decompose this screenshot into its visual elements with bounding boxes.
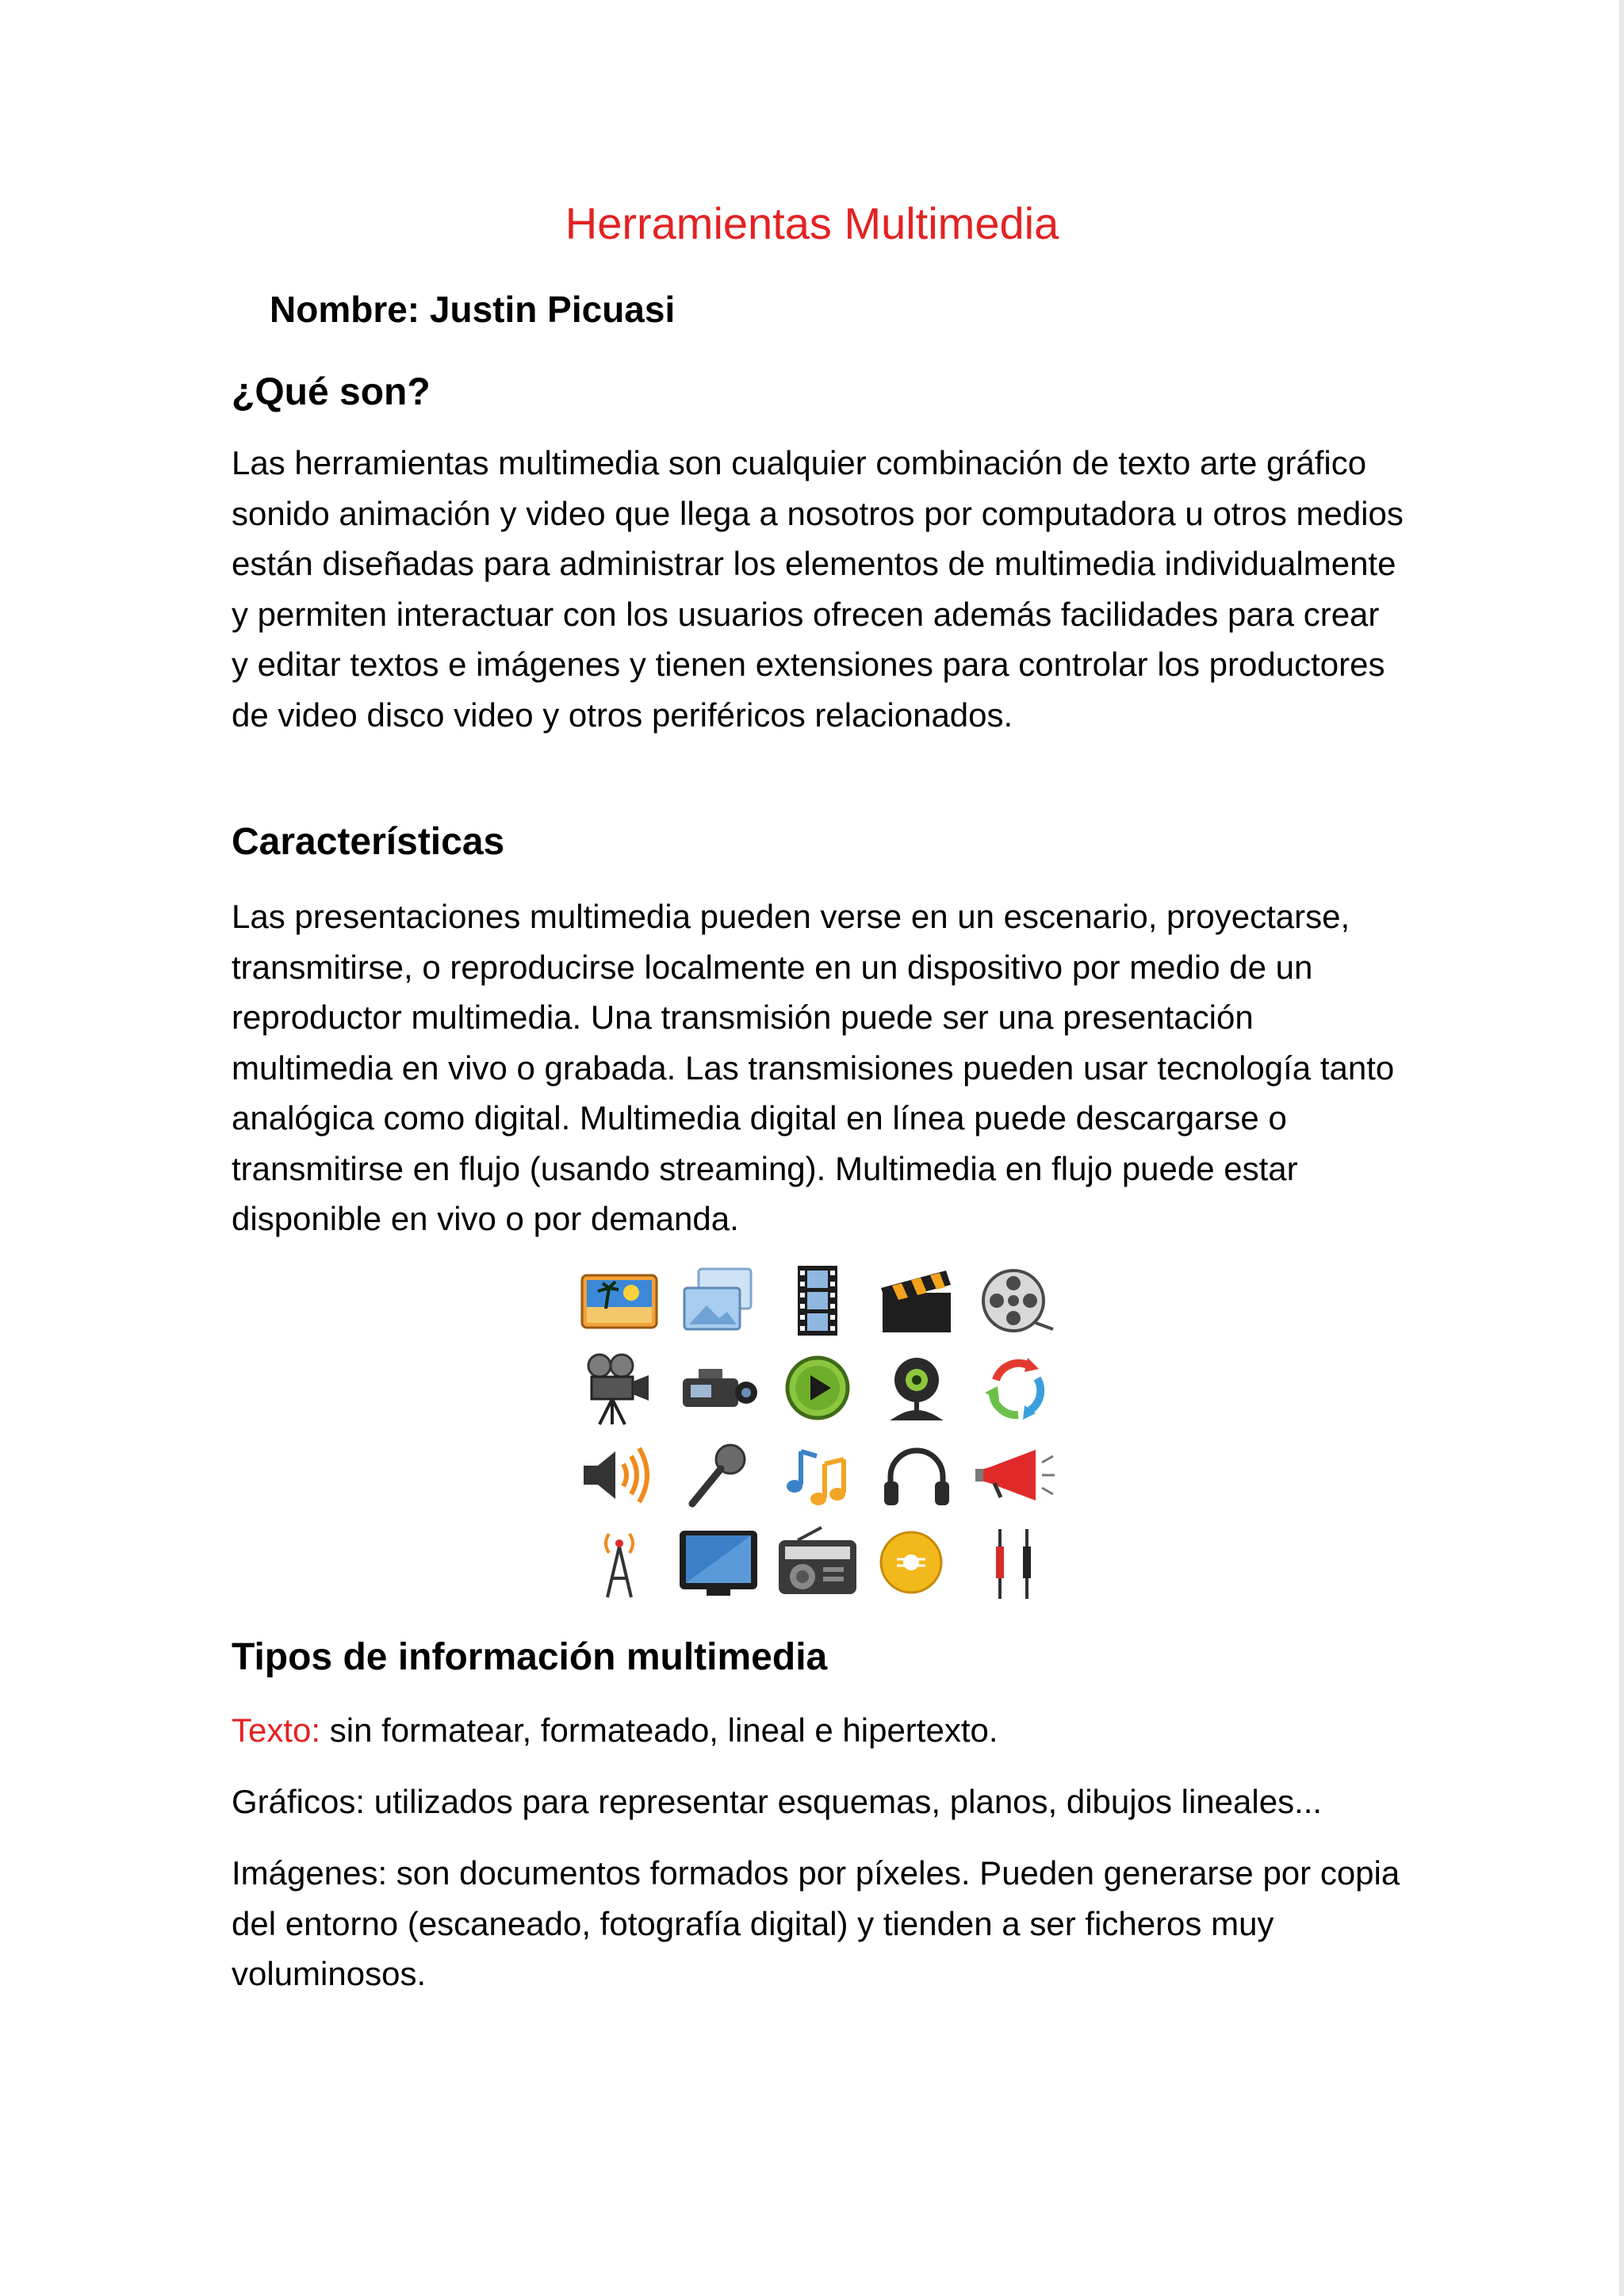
paragraph-texto: [232, 1705, 1405, 1756]
texto-value: sin formatear, formateado, lineal e hipertexto.: [320, 1711, 998, 1749]
antenna-tower-icon: [576, 1523, 663, 1602]
music-notes-icon: [774, 1435, 861, 1515]
audio-cable-icon: [972, 1523, 1059, 1602]
texto-label: Texto:: [232, 1711, 321, 1749]
page-title: Herramientas Multimedia: [565, 198, 1059, 248]
megaphone-icon: [972, 1435, 1059, 1515]
video-camera-icon: [675, 1348, 762, 1428]
film-strip-icon: [774, 1261, 861, 1340]
microphone-icon: [675, 1435, 762, 1515]
paragraph-imagenes: Imágenes: son documentos formados por píxeles. Pueden generarse por copia del entorno (escaneado, fotografía digital) y tienden a ser ficheros muy voluminosos.: [232, 1854, 1400, 1992]
paragraph-caracteristicas: Las presentaciones multimedia pueden verse en un escenario, proyectarse, transmitirse, o reproducirse localmente en un dispositivo por medio de un reproductor multimedia. Una transmisión puede ser una presentación multimedia en vivo o grabada. Las transmisiones pueden usar tecnología tanto analógica como digital. Multimedia digital en línea puede descargarse o transmitirse en flujo (usando streaming). Multimedia en flujo puede estar disponible en vivo o por demanda.: [232, 898, 1395, 1237]
page-edge: [1619, 0, 1624, 2296]
photo-landscape-icon: [576, 1261, 663, 1340]
paragraph-graficos: Gráficos: utilizados para representar esquemas, planos, dibujos lineales...: [232, 1783, 1323, 1820]
movie-camera-icon: [576, 1348, 663, 1428]
speaker-volume-icon: [576, 1435, 663, 1515]
monitor-tv-icon: [675, 1523, 762, 1602]
clapperboard-icon: [873, 1261, 960, 1340]
paragraph-que-son: Las herramientas multimedia son cualquier combinación de texto arte gráfico sonido animación y video que llega a nosotros por computadora u otros medios están diseñadas para administrar los elementos de multimedia individualmente y permiten interactuar con los usuarios ofrecen además facilidades para crear y editar textos e imágenes y tienen extensiones para controlar los productores de video disco video y otros periféricos relacionados.: [232, 444, 1404, 734]
webcam-icon: [873, 1348, 960, 1428]
film-reel-icon: [972, 1261, 1059, 1340]
heading-tipos: Tipos de información multimedia: [232, 1636, 828, 1678]
cd-disc-icon: [873, 1523, 960, 1602]
play-button-icon: [774, 1348, 861, 1428]
headphones-icon: [873, 1435, 960, 1515]
photo-gallery-icon: [675, 1261, 762, 1340]
radio-icon: [774, 1523, 861, 1602]
author-name: Nombre: Justin Picuasi: [270, 289, 676, 330]
refresh-cycle-icon: [972, 1348, 1059, 1428]
heading-caracteristicas: Características: [232, 821, 505, 863]
multimedia-icons-grid: [576, 1261, 1051, 1610]
heading-que-son: ¿Qué son?: [232, 371, 431, 413]
